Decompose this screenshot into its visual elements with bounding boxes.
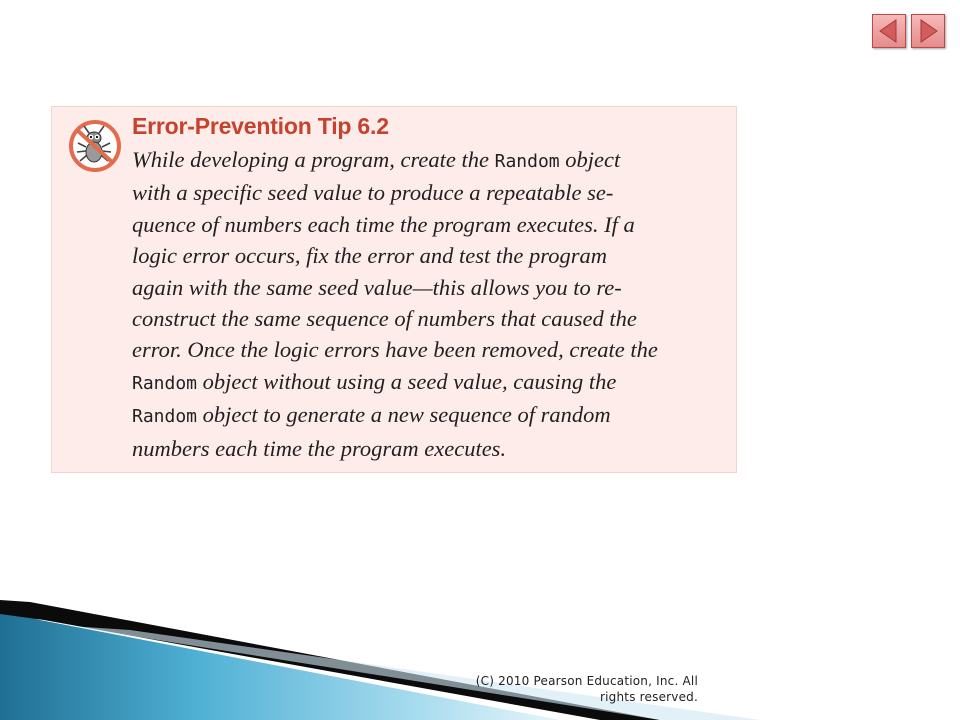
tip-line: error. Once the logic errors have been removed, create the <box>132 337 658 363</box>
error-prevention-tip-box <box>51 106 737 473</box>
tip-line: numbers each time the program executes. <box>132 435 507 461</box>
code-random: Random <box>494 151 560 172</box>
tip-body <box>132 144 732 464</box>
tip-line: logic error occurs, fix the error and test the program <box>132 243 607 269</box>
copyright-line: (C) 2010 Pearson Education, Inc. All <box>475 674 698 688</box>
tip-line: Random object to generate a new sequence of random <box>132 402 611 428</box>
previous-slide-button[interactable] <box>872 14 906 48</box>
bug-prohibited-icon <box>68 119 122 173</box>
copyright-notice <box>460 673 698 705</box>
triangle-left-icon <box>873 15 905 47</box>
tip-line: construct the same sequence of numbers that caused the <box>132 306 637 332</box>
tip-line: with a specific seed value to produce a repeatable se- <box>132 180 614 206</box>
triangle-right-icon <box>912 15 944 47</box>
tip-title: Error-Prevention Tip 6.2 <box>132 113 389 139</box>
next-slide-button[interactable] <box>911 14 945 48</box>
code-random: Random <box>132 406 198 428</box>
tip-line: quence of numbers each time the program executes. If a <box>132 211 635 237</box>
code-random: Random <box>132 372 198 394</box>
tip-line: Random object without using a seed value, causing the <box>132 368 617 394</box>
tip-line: again with the same seed value—this allows you to re- <box>132 274 622 300</box>
tip-line: While developing a program, create the Random object <box>132 147 621 172</box>
copyright-line: rights reserved. <box>600 690 698 704</box>
